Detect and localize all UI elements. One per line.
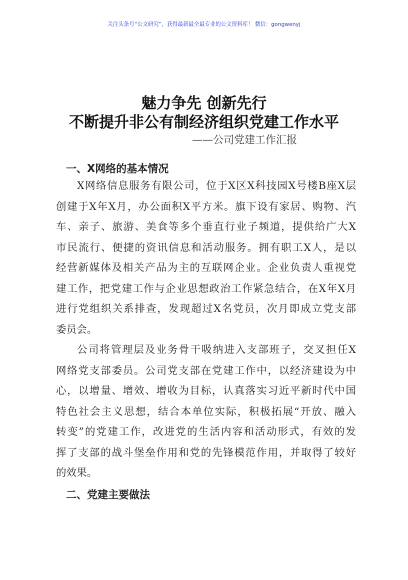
text-line: 委员会。: [56, 323, 98, 336]
text-line: X网络信息服务有限公司，位于X区X科技园X号楼B座X层: [77, 180, 356, 192]
section1-paragraph1: [56, 176, 356, 340]
text-line: 公司将管理层及业务骨干吸纳进入支部班子，交叉担任X: [77, 344, 356, 356]
text-line: 创建于X年X月，办公面积X平方米。旗下设有家居、购物、汽: [56, 200, 356, 213]
section1-heading: 一、X网络的基本情况: [66, 163, 169, 175]
text-line: 建工作，把党建工作与企业思想政治工作紧急结合，在X年X月: [56, 282, 356, 295]
text-line: 网络党支部委员。公司党支部在党建工作中，以经济建设为中: [56, 364, 356, 377]
document-title-line1: 魅力争先 创新先行: [141, 94, 267, 112]
text-line: 心，以增量、增效、增收为目标，认真落实习近平新时代中国: [56, 385, 356, 397]
text-line: 特色社会主义思想，结合本单位实际，积极拓展“开放、融入: [56, 405, 356, 418]
text-line: 车、亲子、旅游、美食等多个垂直行业子频道，提供给广大X: [56, 221, 356, 233]
text-line: 的效果。: [56, 467, 98, 479]
document-title-line2: 不断提升非公有制经济组织党建工作水平: [68, 113, 339, 131]
text-line: 市民流行、便捷的资讯信息和活动服务。拥有职工X人，是以: [56, 241, 356, 254]
text-line: 挥了支部的战斗堡垒作用和党的先锋模范作用，并取得了较好: [56, 446, 356, 459]
text-line: 经营新媒体及相关产品为主的互联网企业。企业负责人重视党: [56, 262, 356, 274]
header-banner: 关注头条号“公文研究”，获得最新最全最专业的公文资料库！ 微信：gongwenyj: [107, 22, 301, 28]
text-line: 转变”的党建工作，改进党的生活内容和活动形式，有效的发: [56, 426, 356, 438]
document-subtitle: ——公司党建工作汇报: [192, 134, 297, 146]
section1-paragraph2: [56, 340, 356, 484]
section2-heading: 二、党建主要做法: [66, 489, 150, 501]
text-line: 进行党组织关系排查，发现超过X名党员，次月即成立党支部: [56, 303, 356, 315]
